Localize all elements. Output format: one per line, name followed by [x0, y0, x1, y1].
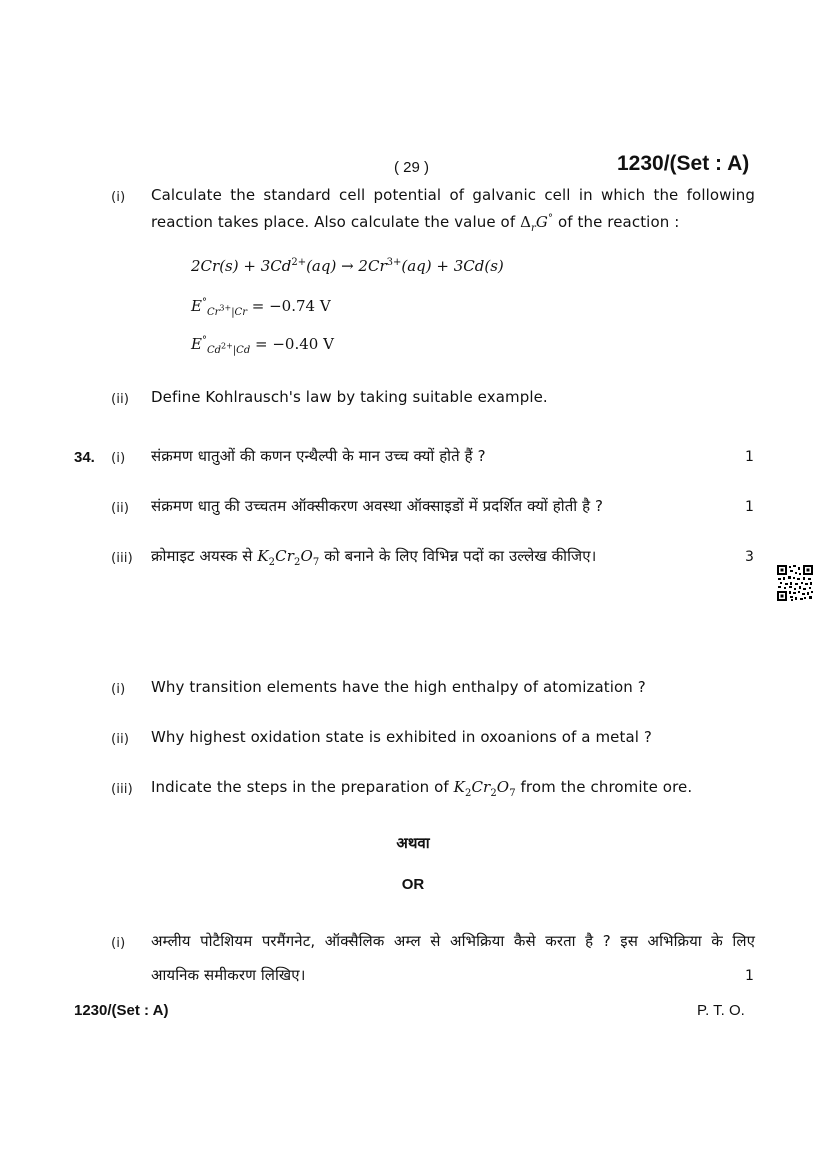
formula-k2cr2o7: $K_2Cr_2O_7$: [453, 778, 516, 799]
electrode-potential-cd: $E^\circ_{Cd^{2+}|Cd} = -0.40$ V: [191, 335, 334, 356]
marks: 1: [745, 968, 754, 984]
question-part-number: (i): [111, 935, 126, 951]
question-part-number: (i): [111, 450, 126, 466]
page-number: ( 29 ): [394, 159, 430, 176]
set-code-footer: 1230/(Set : A): [74, 1002, 169, 1019]
or-english-label: OR: [401, 876, 425, 893]
question-text-line: क्रोमाइट अयस्क से $K_2Cr_2O_7$ को बनाने के लिए विभिन्न पदों का उल्लेख कीजिए।: [151, 547, 597, 568]
question-text-line: Calculate the standard cell potential of galvanic cell in which the following: [151, 186, 755, 204]
or-hindi-label: अथवा: [396, 835, 430, 852]
question-part-number: (ii): [111, 500, 130, 516]
question-text-line: Indicate the steps in the preparation of $K_2Cr_2O_7$ from the chromite ore.: [151, 778, 693, 799]
question-text-line: Why highest oxidation state is exhibited in oxoanions of a metal ?: [151, 728, 652, 746]
text-segment: reaction takes place. Also calculate the value of: [151, 213, 521, 231]
electrode-potential-cr: $E^\circ_{Cr^{3+}|Cr} = -0.74$ V: [191, 297, 331, 318]
question-text-line: संक्रमण धातु की उच्चतम ऑक्सीकरण अवस्था ऑक्साइडों में प्रदर्शित क्यों होती है ?: [151, 497, 604, 515]
question-part-number: (ii): [111, 391, 130, 407]
marks: 1: [745, 449, 754, 465]
marks: 1: [745, 499, 754, 515]
reaction-equation: $2Cr(s) + 3Cd^{2+}(aq) \to 2Cr^{3+}(aq) + 3Cd(s)$: [191, 257, 504, 275]
question-text-line: संक्रमण धातुओं की कणन एन्थैल्पी के मान उच्च क्यों होते हैं ?: [151, 447, 486, 465]
question-text-line: आयनिक समीकरण लिखिए।: [151, 966, 306, 984]
question-text-line: Why transition elements have the high enthalpy of atomization ?: [151, 678, 646, 696]
marks: 3: [745, 549, 754, 565]
formula-k2cr2o7: $K_2Cr_2O_7$: [257, 547, 320, 568]
question-text-line: [151, 213, 680, 234]
question-part-number: (ii): [111, 731, 130, 747]
question-part-number: (iii): [111, 550, 133, 566]
question-part-number: (iii): [111, 781, 133, 797]
pto-label: P. T. O.: [697, 1002, 745, 1019]
question-text-line: अम्लीय पोटैशियम परमैंगनेट, ऑक्सैलिक अम्ल से अभिक्रिया कैसे करता है ? इस अभिक्रिया के लिए: [151, 932, 755, 950]
set-code-header: 1230/(Set : A): [617, 152, 750, 175]
question-text-line: Define Kohlrausch's law by taking suitable example.: [151, 388, 548, 406]
text-segment: of the reaction :: [553, 213, 680, 231]
question-number: 34.: [74, 449, 95, 466]
question-part-number: (i): [111, 189, 126, 205]
delta-g-symbol: $\Delta_rG^\circ$: [520, 213, 554, 234]
question-part-number: (i): [111, 681, 126, 697]
qr-code-icon: [776, 564, 814, 607]
